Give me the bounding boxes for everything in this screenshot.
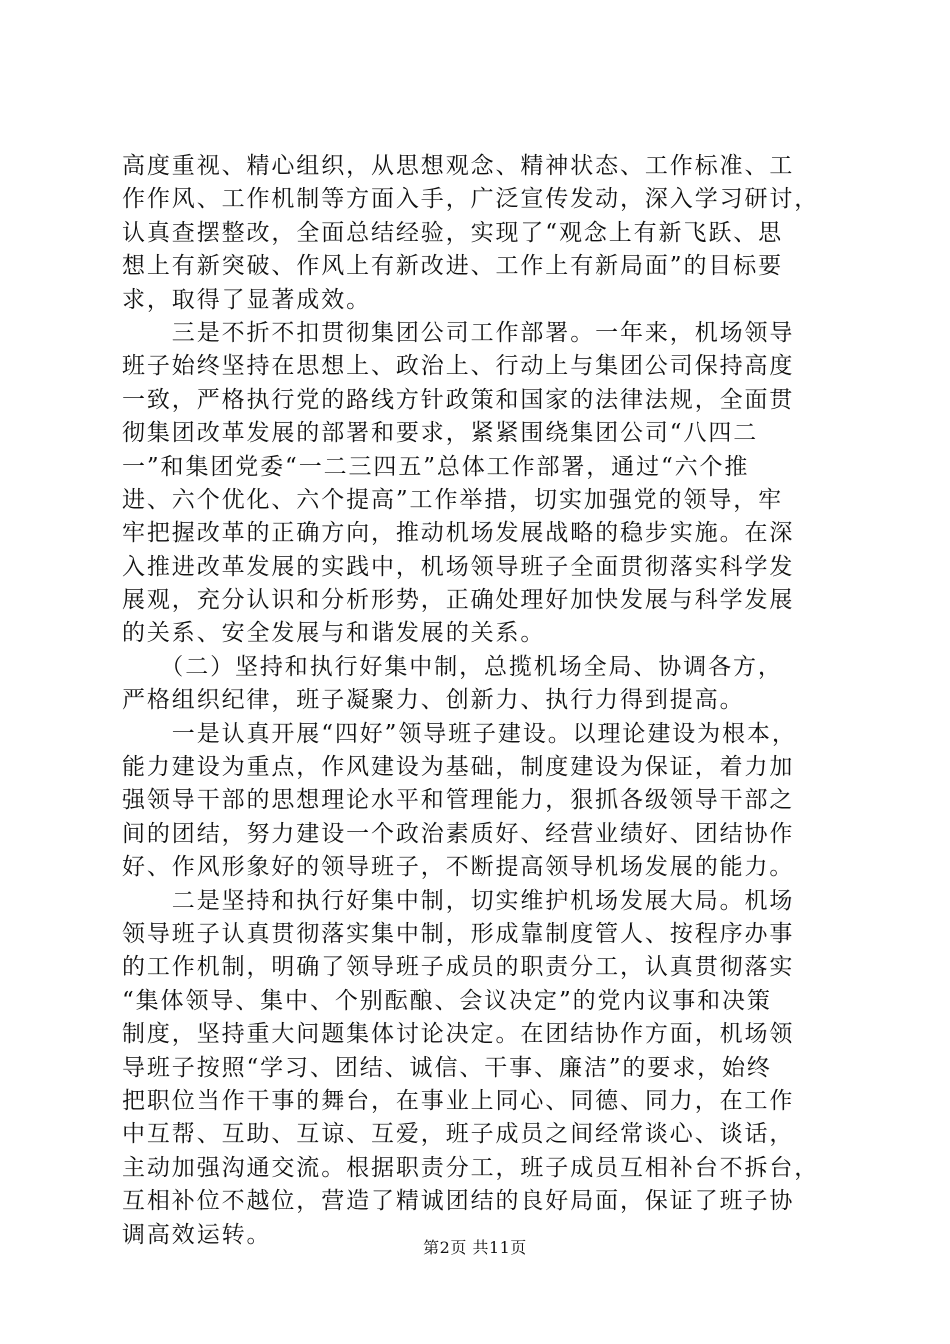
text-line: 一是认真开展“四好”领导班子建设。以理论建设为根本， (122, 720, 797, 747)
text-line: 认真查摆整改，全面总结经验，实现了“观念上有新飞跃、思 (122, 219, 784, 246)
text-line: 展观，充分认识和分析形势，正确处理好加快发展与科学发展 (122, 587, 795, 614)
text-line: 导班子按照“学习、团结、诚信、干事、廉洁”的要求，始终 (122, 1054, 772, 1081)
text-line: 三是不折不扣贯彻集团公司工作部署。一年来，机场领导 (122, 319, 795, 346)
text-line: 中互帮、互助、互谅、互爱，班子成员之间经常谈心、谈话， (122, 1121, 795, 1148)
text-line: 二是坚持和执行好集中制，切实维护机场发展大局。机场 (122, 887, 795, 914)
text-line: 进、六个优化、六个提高”工作举措，切实加强党的领导，牢 (122, 486, 784, 513)
text-line: 一”和集团党委“一二三四五”总体工作部署，通过“六个推 (122, 453, 750, 480)
text-line: 求，取得了显著成效。 (122, 286, 371, 313)
text-line: 领导班子认真贯彻落实集中制，形成靠制度管人、按程序办事 (122, 920, 795, 947)
text-line: 制度，坚持重大问题集体讨论决定。在团结协作方面，机场领 (122, 1021, 795, 1048)
text-line: 主动加强沟通交流。根据职责分工，班子成员互相补台不拆台， (122, 1154, 820, 1181)
text-line: 班子始终坚持在思想上、政治上、行动上与集团公司保持高度 (122, 353, 795, 380)
text-line: 想上有新突破、作风上有新改进、工作上有新局面”的目标要 (122, 253, 784, 280)
text-line: 把职位当作干事的舞台，在事业上同心、同德、同力，在工作 (122, 1087, 795, 1114)
text-line: “集体领导、集中、个别酝酿、会议决定”的党内议事和决策 (122, 987, 772, 1014)
text-line: 一致，严格执行党的路线方针政策和国家的法律法规，全面贯 (122, 386, 795, 413)
text-line: 的工作机制，明确了领导班子成员的职责分工，认真贯彻落实 (122, 954, 795, 981)
text-line: 严格组织纪律，班子凝聚力、创新力、执行力得到提高。 (122, 687, 745, 714)
text-line: 能力建设为重点，作风建设为基础，制度建设为保证，着力加 (122, 754, 795, 781)
text-line: 作作风、工作机制等方面入手，广泛宣传发动，深入学习研讨， (122, 186, 820, 213)
text-line: 强领导干部的思想理论水平和管理能力，狠抓各级领导干部之 (122, 787, 795, 814)
document-body (122, 150, 834, 1252)
text-line: 的关系、安全发展与和谐发展的关系。 (122, 620, 546, 647)
text-line: 间的团结，努力建设一个政治素质好、经营业绩好、团结协作 (122, 820, 795, 847)
text-line: （二）坚持和执行好集中制，总揽机场全局、协调各方， (122, 653, 783, 680)
text-line: 牢把握改革的正确方向，推动机场发展战略的稳步实施。在深 (122, 520, 795, 547)
text-line: 高度重视、精心组织，从思想观念、精神状态、工作标准、工 (122, 153, 795, 179)
text-line: 互相补位不越位，营造了精诚团结的良好局面，保证了班子协 (122, 1188, 795, 1215)
text-line: 入推进改革发展的实践中，机场领导班子全面贯彻落实科学发 (122, 553, 795, 580)
page-footer: 第2页 共11页 (423, 1238, 527, 1257)
text-line: 调高效运转。 (122, 1221, 272, 1248)
text-line: 好、作风形象好的领导班子，不断提高领导机场发展的能力。 (122, 854, 795, 881)
text-line: 彻集团改革发展的部署和要求，紧紧围绕集团公司“八四二 (122, 420, 759, 447)
